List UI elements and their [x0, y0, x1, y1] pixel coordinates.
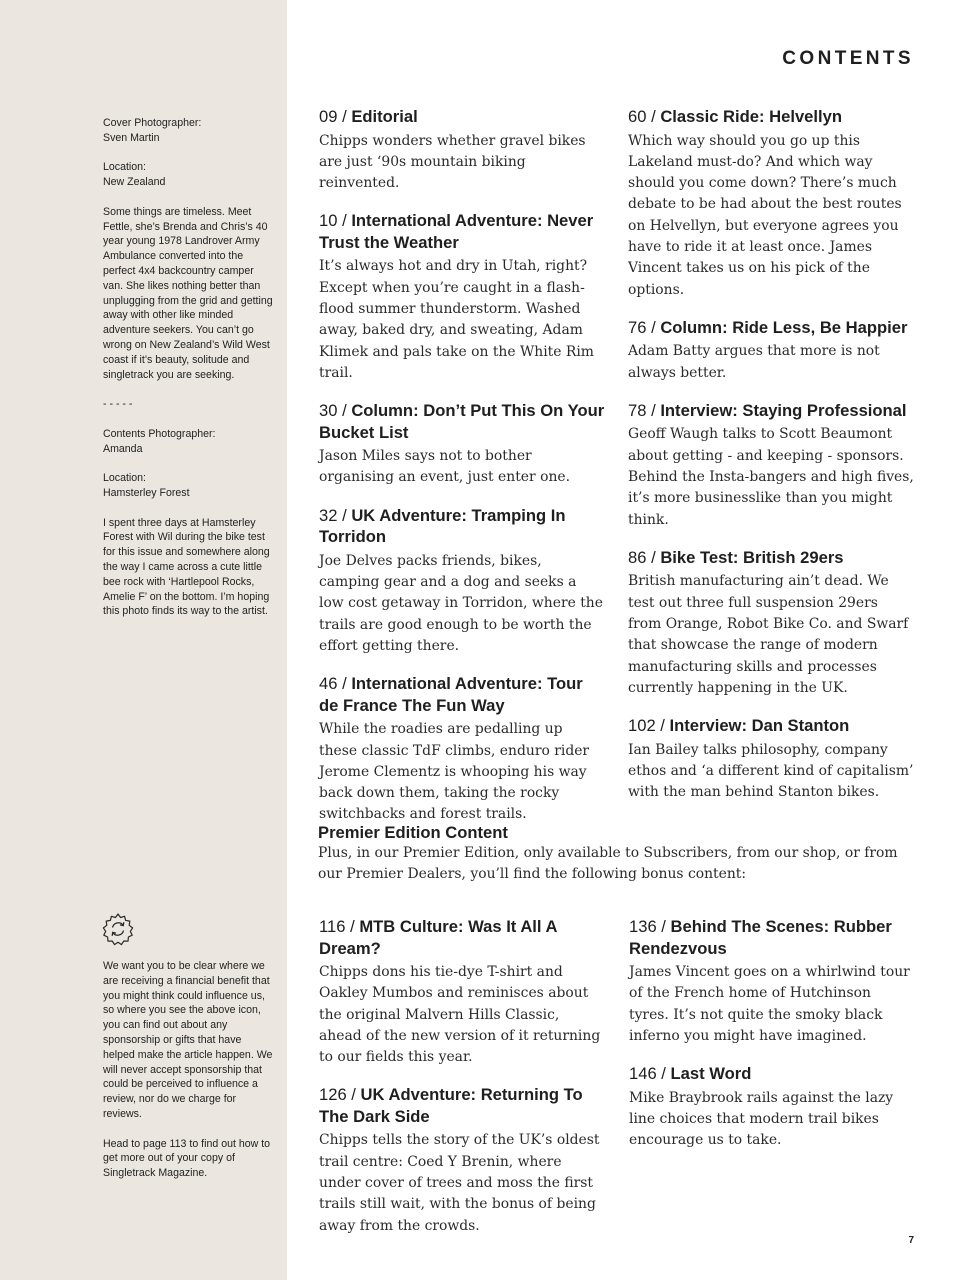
entry-summary: Chipps tells the story of the UK’s oldest trail centre: Coed Y Brenin, where under cover of trees and moss the first trails still wait, with the bonus of being away from the crowds. [319, 1132, 600, 1234]
entry-separator: / [655, 716, 670, 736]
entry-heading [319, 400, 605, 443]
premier-edition-intro [318, 822, 918, 886]
entry-page-number: 126 [319, 1085, 347, 1105]
entry-summary: Chipps dons his tie-dye T-shirt and Oakley Mumbos and reminisces about the original Malvern Hills Classic, ahead of the new version of it returning to our fields this year. [319, 964, 601, 1066]
entry-summary: While the roadies are pedalling up these classic TdF climbs, enduro rider Jerome Clementz is whooping his way back down them, taking the rocky switchbacks and forest trails. [319, 721, 590, 823]
cover-location: Location: New Zealand [103, 161, 166, 189]
sidebar [0, 0, 287, 1280]
entry-title: Interview: Staying Professional [660, 400, 907, 420]
entry-title: Column: Ride Less, Be Happier [660, 317, 908, 337]
entry-title: Interview: Dan Stanton [669, 716, 850, 736]
entry-separator: / [337, 674, 352, 694]
entry-summary: James Vincent goes on a whirlwind tour of the French home of Hutchinson tyres. It’s not quite the smoky black inferno you might have imagined. [629, 964, 910, 1044]
cover-photographer: Cover Photographer: Sven Martin [103, 117, 202, 144]
entry-title: Classic Ride: Helvellyn [660, 107, 843, 126]
entry-page-number: 30 [319, 401, 338, 421]
divider-dashes: - - - - - [103, 398, 133, 411]
premier-column-right [629, 916, 915, 1168]
entry-title: UK Adventure: Tramping In Torridon [319, 505, 566, 547]
entry-title: MTB Culture: Was It All A Dream? [319, 917, 557, 958]
entry-title: Editorial [351, 107, 418, 126]
premier-description: Plus, in our Premier Edition, only available to Subscribers, from our shop, or from our Premier Dealers, you’ll find the following bonus content: [318, 845, 898, 883]
entry-summary: Ian Bailey talks philosophy, company ethos and ‘a different kind of capitalism’ with the man behind Stanton bikes. [628, 741, 914, 801]
contents-entry [319, 505, 605, 657]
entry-heading [319, 210, 605, 253]
entry-title: Behind The Scenes: Rubber Rendezvous [629, 917, 892, 958]
photo-credits [103, 116, 275, 634]
cover-description: Some things are timeless. Meet Fettle, she’s Brenda and Chris’s 40 year young 1978 Landrover Army Ambulance converted into the perfect 4x4 backcountry camper van. She likes nothing better than unplugging from the grid and getting away with other like minded adventure seekers. You can’t go wrong on New Zealand’s Wild West coast if it’s beauty, solitude and singletrack you are seeking. [103, 205, 273, 381]
contents-description: I spent three days at Hamsterley Forest with Wil during the bike test for this issue and somewhere along the way I came across a cute little bee rock with ‘Hartlepool Rocks, Amelie F’ on the bottom. I’m hoping this photo finds its way to the artist. [103, 516, 270, 618]
page-113-note: Head to page 113 to find out how to get more out of your copy of Singletrack Magazine. [103, 1137, 271, 1180]
entry-title: Column: Don’t Put This On Your Bucket List [319, 401, 605, 442]
entry-summary: Jason Miles says not to bother organising an event, just enter one. [319, 448, 571, 486]
entry-separator: / [346, 1085, 361, 1105]
contents-entry [628, 715, 914, 803]
entry-separator: / [646, 107, 661, 126]
contents-entry [319, 1084, 605, 1236]
entry-summary: Which way should you go up this Lakeland must-do? And which way should you come down? There’s much debate to be had about the best routes on Helvellyn, but everyone agrees you have to ride it at least once. James Vincent takes us on his pick of the options. [628, 132, 902, 298]
premier-title: Premier Edition Content [318, 823, 508, 842]
contents-entry [629, 916, 915, 1047]
entry-title: International Adventure: Tour de France The Fun Way [319, 674, 583, 715]
entry-separator: / [646, 400, 661, 420]
entry-page-number: 86 [628, 547, 647, 567]
entry-heading [319, 505, 605, 548]
entry-heading [629, 916, 915, 959]
sponsorship-cycle-icon [101, 912, 135, 946]
entry-summary: Adam Batty argues that more is not always better. [628, 343, 880, 381]
contents-photographer: Contents Photographer: Amanda [103, 427, 216, 455]
entry-page-number: 146 [629, 1064, 657, 1084]
entry-summary: Mike Braybrook rails against the lazy line choices that modern trail bikes encourage us to take. [629, 1089, 894, 1149]
entry-separator: / [656, 917, 671, 936]
entry-heading [628, 547, 914, 569]
entry-page-number: 102 [628, 716, 656, 736]
contents-entry [628, 106, 914, 301]
contents-entry [628, 400, 914, 531]
page-title: CONTENTS [782, 48, 914, 69]
entry-separator: / [345, 917, 360, 936]
sponsorship-explanation: We want you to be clear where we are receiving a financial benefit that you might think could influence us, so where you see the above icon, you can find out about any sponsorship or gifts that have helped make the article happen. We will never accept sponsorship that could be perceived to influence a review, nor do we charge for reviews. [103, 960, 273, 1120]
contents-entry [319, 106, 605, 194]
entry-page-number: 09 [319, 107, 338, 126]
contents-entry [628, 547, 914, 699]
entry-page-number: 32 [319, 505, 338, 525]
entry-separator: / [646, 317, 661, 337]
contents-entry [319, 400, 605, 489]
entry-heading [629, 1063, 915, 1085]
entry-page-number: 116 [319, 917, 346, 936]
contents-entry [319, 210, 605, 384]
entry-heading [628, 715, 914, 737]
entry-summary: Geoff Waugh talks to Scott Beaumont about getting - and keeping - sponsors. Behind the Insta-bangers and high fives, it’s more businesslike than you might think. [628, 426, 914, 528]
entry-heading [319, 106, 605, 128]
entry-summary: British manufacturing ain’t dead. We test out three full suspension 29ers from Orange, Robot Bike Co. and Swarf that showcase the range of modern manufacturing skills and processes currently happening in the UK. [628, 573, 909, 696]
page-number: 7 [908, 1235, 914, 1246]
contents-location: Location: Hamsterley Forest [103, 472, 190, 499]
entry-title: UK Adventure: Returning To The Dark Side [319, 1085, 583, 1126]
contents-entry [319, 673, 605, 825]
entry-summary: It’s always hot and dry in Utah, right? Except when you’re caught in a flash-flood summer thunderstorm. Washed away, baked dry, and sweating, Adam Klimek and pals take on the White Rim trail. [319, 258, 594, 381]
entry-page-number: 78 [628, 400, 647, 420]
contents-entry [628, 317, 914, 384]
entry-title: Last Word [670, 1064, 752, 1084]
entry-page-number: 136 [629, 917, 657, 936]
entry-page-number: 76 [628, 317, 647, 337]
entry-separator: / [656, 1064, 671, 1084]
entry-page-number: 60 [628, 107, 647, 126]
entry-separator: / [646, 547, 661, 567]
entry-heading [319, 1084, 605, 1127]
entry-heading [628, 317, 914, 339]
entry-separator: / [337, 505, 352, 525]
entry-heading [628, 106, 914, 128]
entry-heading [319, 916, 605, 959]
contents-entry [319, 916, 605, 1068]
entry-separator: / [337, 211, 352, 231]
entry-separator: / [337, 107, 352, 126]
entry-heading [319, 673, 605, 716]
contents-column-left [319, 106, 605, 842]
sponsorship-note [103, 959, 275, 1196]
contents-entry [629, 1063, 915, 1151]
entry-separator: / [337, 401, 352, 421]
entry-title: International Adventure: Never Trust the Weather [319, 211, 594, 252]
entry-heading [628, 400, 914, 422]
entry-page-number: 10 [319, 211, 338, 231]
entry-summary: Chipps wonders whether gravel bikes are just ‘90s mountain biking reinvented. [319, 132, 586, 192]
entry-title: Bike Test: British 29ers [660, 547, 844, 567]
contents-column-right [628, 106, 914, 820]
premier-column-left [319, 916, 605, 1253]
entry-page-number: 46 [319, 674, 338, 694]
entry-summary: Joe Delves packs friends, bikes, camping gear and a dog and seeks a low cost getaway in Torridon, where the trails are good enough to be worth the effort getting there. [319, 552, 603, 654]
